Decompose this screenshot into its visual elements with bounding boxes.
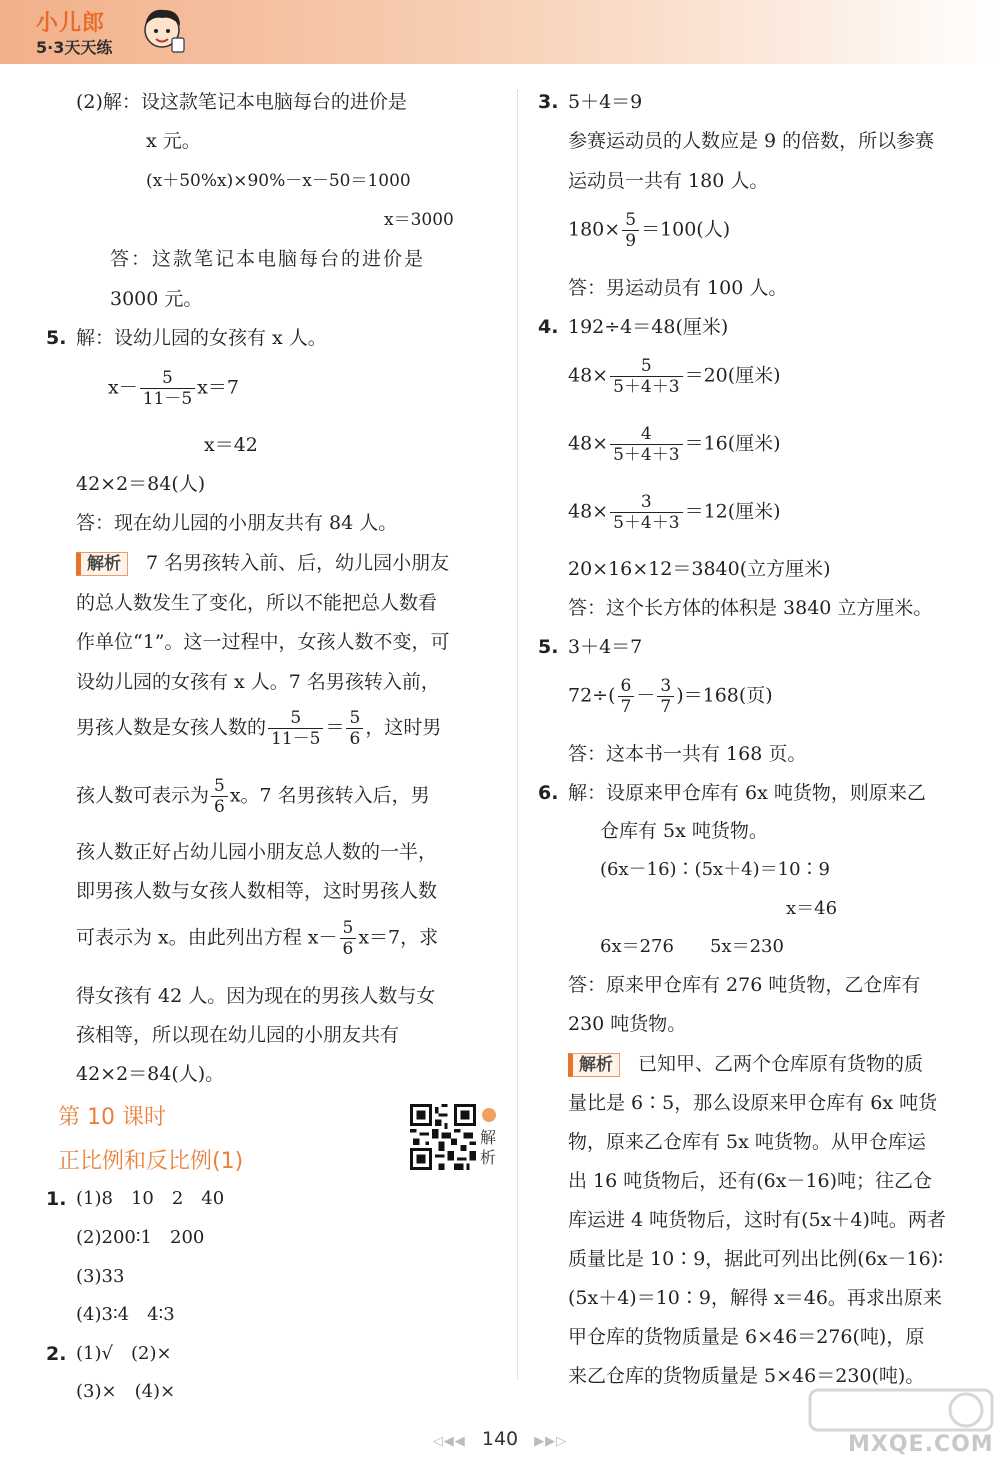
r6-answer-line2: 230 吨货物。 <box>568 1013 687 1035</box>
fraction-denominator: 6 <box>214 797 225 817</box>
r5-line2 <box>568 676 773 717</box>
r6-line3: (6x－16)∶(5x＋4)＝10∶9 <box>600 859 831 880</box>
q5-answer: 答：现在幼儿园的小朋友共有 84 人。 <box>76 512 398 534</box>
q5-analysis6-lead: 孩人数可表示为 <box>76 784 210 807</box>
equals-sign: ＝ <box>325 716 345 739</box>
fraction-denominator: 5＋4＋3 <box>613 513 680 533</box>
a2-line1: (1)√ (2)× <box>76 1343 172 1364</box>
r6-analysis-line8: 甲仓库的货物质量是 6×46＝276(吨)，原 <box>568 1326 925 1348</box>
q4-part2-line1: (2)解：设这款笔记本电脑每台的进价是 <box>76 91 407 113</box>
q5-analysis-line5 <box>76 708 441 749</box>
r4-line3 <box>568 424 781 465</box>
lesson-subtitle: 正比例和反比例(1) <box>58 1149 244 1174</box>
q5-eq1-lead: x－ <box>108 376 138 399</box>
q5-eq1-denominator: 11－5 <box>142 389 193 409</box>
right-arrows-icon: ▶▶▷ <box>534 1434 568 1449</box>
q4-equation: (x＋50%x)×90%－x－50＝1000 <box>146 171 411 191</box>
r4-eq3-fraction <box>610 424 682 465</box>
q5-analysis6-tail: x。7 名男孩转入后，男 <box>229 784 430 807</box>
fraction-denominator: 7 <box>620 697 632 717</box>
q5-analysis-text1: 7 名男孩转入前、后，幼儿园小朋友 <box>146 552 450 574</box>
r6-analysis-line7: (5x＋4)＝10∶9，解得 x＝46。再求出原来 <box>568 1287 942 1309</box>
a1-part2: (2)200∶1 200 <box>76 1227 205 1248</box>
r4-line4 <box>568 492 781 533</box>
q5-equation3: 42×2＝84(人) <box>76 473 206 495</box>
fraction-numerator: 3 <box>610 492 682 513</box>
play-arrow-icon <box>482 1108 496 1122</box>
analysis-tag: 解析 <box>568 1053 620 1077</box>
q5-analysis-line4: 设幼儿园的女孩有 x 人。7 名男孩转入前， <box>76 671 440 693</box>
q5-number: 5. <box>46 327 67 349</box>
q5-analysis6-fraction <box>211 776 228 817</box>
q5-equation1 <box>108 368 239 409</box>
r3-answer: 答：男运动员有 100 人。 <box>568 277 788 299</box>
r4-line1: 192÷4＝48(厘米) <box>568 316 729 338</box>
r4-eq4-tail: ＝12(厘米) <box>684 500 781 523</box>
q5-eq1-tail: x＝7 <box>197 376 239 399</box>
lesson-title: 第 10 课时 <box>58 1105 166 1130</box>
r3-eq-lead: 180× <box>568 218 621 241</box>
r4-eq2-lead: 48× <box>568 364 609 387</box>
r6-line5: 6x＝276 5x＝230 <box>600 936 784 957</box>
fraction-denominator: 7 <box>660 697 672 717</box>
r6-analysis-text1: 已知甲、乙两个仓库原有货物的质 <box>638 1053 924 1075</box>
q4-solution: x＝3000 <box>384 210 454 230</box>
q5-analysis5-fraction2 <box>346 708 363 749</box>
a1-part3: (3)33 <box>76 1266 125 1287</box>
r5-number: 5. <box>538 636 559 658</box>
r6-line4: x＝46 <box>786 898 838 919</box>
q5-analysis9-tail: x＝7，求 <box>358 926 439 949</box>
page-number-value: 140 <box>481 1428 519 1450</box>
q5-eq1-fraction <box>140 368 195 409</box>
q5-eq1-numerator: 5 <box>140 368 195 389</box>
r6-line1: 解：设原来甲仓库有 6x 吨货物，则原来乙 <box>568 782 926 804</box>
r6-analysis-line2: 量比是 6∶5，那么设原来甲仓库有 6x 吨货 <box>568 1092 938 1114</box>
r6-analysis-line4: 出 16 吨货物后，还有(6x－16)吨；往乙仓 <box>568 1170 933 1192</box>
q5-analysis-line12: 42×2＝84(人)。 <box>76 1063 225 1085</box>
left-arrows-icon: ◁◀◀ <box>432 1434 466 1449</box>
fraction-denominator: 9 <box>625 231 637 251</box>
logo-subtitle: 5·3天天练 <box>36 38 113 57</box>
q4-answer-line2: 3000 元。 <box>110 288 203 310</box>
minus-sign: － <box>636 684 656 707</box>
r4-eq3-tail: ＝16(厘米) <box>684 432 781 455</box>
fraction-numerator: 5 <box>340 918 357 939</box>
q5-equation2: x＝42 <box>204 434 258 456</box>
r5-eq-fraction1 <box>618 676 635 717</box>
r4-eq2-fraction <box>610 356 682 397</box>
r3-number: 3. <box>538 91 559 113</box>
r6-analysis-line5: 库运进 4 吨货物后，这时有(5x＋4)吨。两者 <box>568 1209 946 1231</box>
r4-eq2-tail: ＝20(厘米) <box>684 364 781 387</box>
r6-analysis-line1 <box>568 1052 923 1077</box>
qr-label: 解析 <box>480 1128 497 1167</box>
q4-answer-line1: 答：这款笔记本电脑每台的进价是 <box>110 248 426 270</box>
r4-number: 4. <box>538 316 559 338</box>
q5-analysis-line10: 得女孩有 42 人。因为现在的男孩人数与女 <box>76 985 436 1007</box>
mascot-icon <box>136 4 188 60</box>
q4-part2-line2: x 元。 <box>146 130 201 152</box>
r5-eq-tail: )＝168(页) <box>676 684 773 707</box>
r6-analysis-line9: 来乙仓库的货物质量是 5×46＝230(吨)。 <box>568 1365 925 1387</box>
r4-eq4-lead: 48× <box>568 500 609 523</box>
fraction-numerator: 5 <box>211 776 228 797</box>
r5-line1: 3＋4＝7 <box>568 636 643 658</box>
r3-line1: 5＋4＝9 <box>568 91 643 113</box>
fraction-numerator: 5 <box>268 708 323 729</box>
fraction-denominator: 6 <box>349 729 361 749</box>
r6-number: 6. <box>538 782 559 804</box>
r6-analysis-line3: 物，原来乙仓库有 5x 吨货物。从甲仓库运 <box>568 1131 926 1153</box>
r3-line2: 参赛运动员的人数应是 9 的倍数，所以参赛 <box>568 130 935 152</box>
qr-code-icon[interactable] <box>410 1104 476 1170</box>
q5-analysis-line11: 孩相等，所以现在幼儿园的小朋友共有 <box>76 1024 400 1046</box>
q5-analysis-line8: 即男孩人数与女孩人数相等，这时男孩人数 <box>76 880 438 902</box>
r4-eq4-fraction <box>610 492 682 533</box>
logo-title: 小儿郎 <box>36 11 106 36</box>
fraction-denominator: 5＋4＋3 <box>613 445 680 465</box>
r4-answer: 答：这个长方体的体积是 3840 立方厘米。 <box>568 597 933 619</box>
r3-eq-fraction <box>622 210 639 251</box>
q5-analysis9-lead: 可表示为 x。由此列出方程 x－ <box>76 926 338 949</box>
a2-line2: (3)× (4)× <box>76 1381 176 1402</box>
r4-line2 <box>568 356 781 397</box>
r4-line5: 20×16×12＝3840(立方厘米) <box>568 558 831 580</box>
q5-analysis5-lead: 男孩人数是女孩人数的 <box>76 716 267 739</box>
column-divider <box>517 90 518 1380</box>
fraction-numerator: 3 <box>657 676 674 697</box>
fraction-numerator: 4 <box>610 424 682 445</box>
a2-number: 2. <box>46 1343 67 1365</box>
fraction-numerator: 5 <box>622 210 639 231</box>
q5-analysis5-tail: ，这时男 <box>365 716 442 739</box>
logo <box>36 6 112 58</box>
q5-analysis-line9 <box>76 918 438 959</box>
q5-setup: 解：设幼儿园的女孩有 x 人。 <box>76 327 327 349</box>
q5-analysis-line3: 作单位“1”。这一过程中，女孩人数不变，可 <box>76 631 450 653</box>
a1-part1: (1)8 10 2 40 <box>76 1188 225 1209</box>
a1-part4: (4)3∶4 4∶3 <box>76 1304 175 1325</box>
q5-analysis-line2: 的总人数发生了变化，所以不能把总人数看 <box>76 592 438 614</box>
r6-analysis-line6: 质量比是 10∶9，据此可列出比例(6x－16)∶ <box>568 1248 944 1270</box>
r5-eq-fraction2 <box>657 676 674 717</box>
fraction-numerator: 5 <box>346 708 363 729</box>
r3-line4 <box>568 210 730 251</box>
fraction-denominator: 11－5 <box>271 729 321 749</box>
q5-analysis5-fraction1 <box>268 708 323 749</box>
q5-analysis9-fraction <box>340 918 357 959</box>
r4-eq3-lead: 48× <box>568 432 609 455</box>
r3-line3: 运动员一共有 180 人。 <box>568 170 769 192</box>
fraction-numerator: 5 <box>610 356 682 377</box>
r5-answer: 答：这本书一共有 168 页。 <box>568 743 807 765</box>
r6-answer-line1: 答：原来甲仓库有 276 吨货物，乙仓库有 <box>568 974 921 996</box>
fraction-numerator: 6 <box>618 676 635 697</box>
watermark-text: MXQE.COM <box>848 1432 994 1457</box>
r3-eq-tail: ＝100(人) <box>641 218 731 241</box>
a1-number: 1. <box>46 1188 67 1210</box>
fraction-denominator: 6 <box>342 939 354 959</box>
fraction-denominator: 5＋4＋3 <box>613 377 680 397</box>
q5-analysis-line7: 孩人数正好占幼儿园小朋友总人数的一半， <box>76 841 438 863</box>
q5-analysis-line6 <box>76 776 430 817</box>
r6-line2: 仓库有 5x 吨货物。 <box>600 820 768 842</box>
analysis-tag: 解析 <box>76 552 128 576</box>
q5-analysis-line1 <box>76 551 449 576</box>
r5-eq-lead: 72÷( <box>568 684 616 707</box>
